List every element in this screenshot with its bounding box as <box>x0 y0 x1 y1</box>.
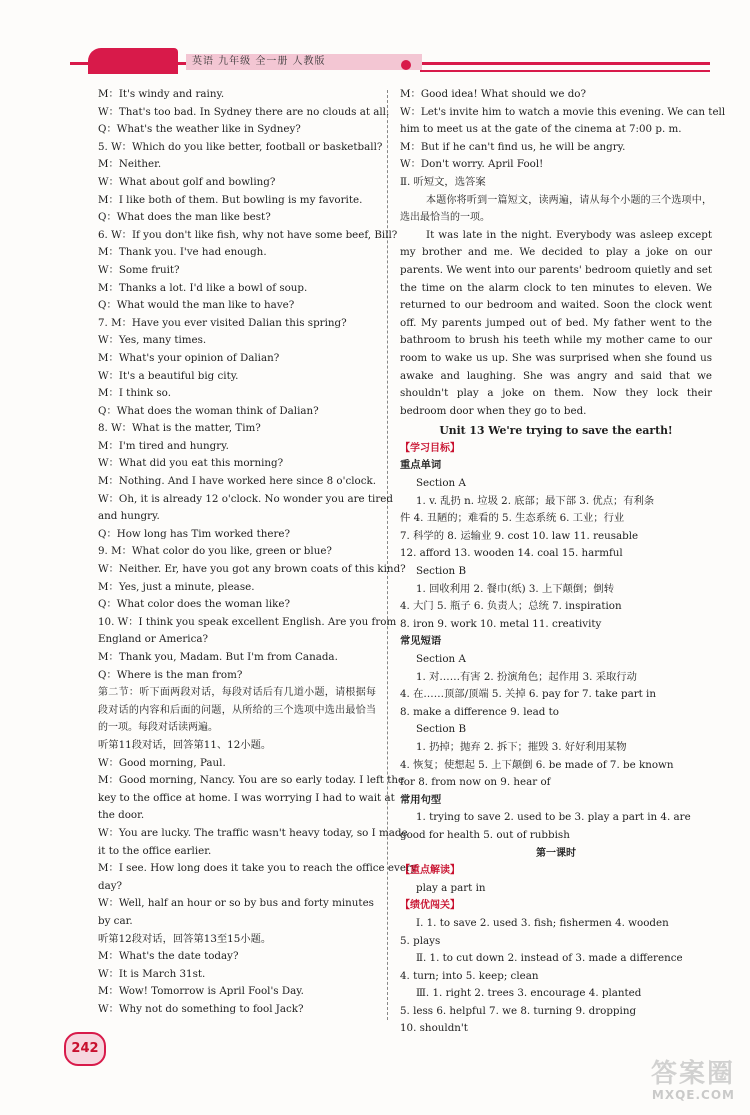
dialogue-line: M：Thank you. I've had enough. <box>98 246 267 259</box>
dialogue-line: W：Neither. Er, have you got any brown coats of this kind? <box>98 563 406 576</box>
dialogue-line: W：Oh, it is already 12 o'clock. No wonder you are tired <box>98 492 393 505</box>
answer-line: 5. less 6. helpful 7. we 8. turning 9. dropping <box>400 1004 637 1017</box>
dialogue-line: W：That's too bad. In Sydney there are no clouds at all. <box>98 105 390 118</box>
dialogue-line: M：What's your opinion of Dalian? <box>98 351 280 364</box>
vocab-line: Section B <box>416 723 467 736</box>
dialogue-line: W：What about golf and bowling? <box>98 175 276 188</box>
header-stripe-lower <box>420 70 710 72</box>
dialogue-line: W：Let's invite him to watch a movie this evening. We can tell <box>400 105 726 118</box>
dialogue-line: W：Why not do something to fool Jack? <box>98 1002 304 1015</box>
right-column <box>400 86 726 1038</box>
vocab-line: 重点单词 <box>400 459 442 472</box>
dialogue-line: M：I like both of them. But bowling is my favorite. <box>98 193 363 206</box>
dialogue-line: Q：What does the man like best? <box>98 211 271 224</box>
dialogue-line: W：Don't worry. April Fool! <box>400 158 544 171</box>
dialogue-line: W：It's a beautiful big city. <box>98 369 239 382</box>
listening-passage: It was late in the night. Everybody was asleep except my brother and me. We decided to play a joke on our parents. We went into our parents' bedroom quietly and set the time on the alarm clock to ten minutes to eleven. We returned to our bedroom and waited. Soon the clock went off. My parents jumped out of bed. My father went to the bathroom to brush his teeth while my mother came to our room to wake us up. She was surprised when she found us awake and laughing. She was angry and said that we shouldn't play a joke on them. Now they lock their bedroom door when they go to bed. <box>400 228 712 417</box>
unit-title: Unit 13 We're trying to save the earth! <box>439 424 673 438</box>
dialogue-line: it to the office earlier. <box>98 844 212 857</box>
listening-instruction: 本题你将听到一篇短文，读两遍，请从每个小题的三个选项中，选出最恰当的一项。 <box>400 194 712 224</box>
dialogue-line: key to the office at home. I was worrying I had to wait at <box>98 791 395 804</box>
dialogue-line: W：Well, half an hour or so by bus and forty minutes <box>98 897 374 910</box>
left-column <box>98 86 417 1018</box>
dialogue-line: M：Neither. <box>98 158 162 171</box>
dialogue-line: M：Good idea! What should we do? <box>400 88 587 100</box>
dialogue-line: W：What did you eat this morning? <box>98 457 284 470</box>
dialogue-line: 听第11段对话，回答第11、12小题。 <box>98 738 272 751</box>
vocab-line: 4. 大门 5. 瓶子 6. 负责人；总统 7. inspiration <box>400 600 622 613</box>
dialogue-line: W：Good morning, Paul. <box>98 756 226 769</box>
dialogue-line: M：It's windy and rainy. <box>98 88 225 100</box>
dialogue-line: M：Thanks a lot. I'd like a bowl of soup. <box>98 281 308 294</box>
vocab-line: 7. 科学的 8. 运输业 9. cost 10. law 11. reusable <box>400 529 639 542</box>
dialogue-line: 6. W：If you don't like fish, why not have some beef, Bill? <box>98 228 398 241</box>
dialogue-line: W：It is March 31st. <box>98 967 206 980</box>
vocab-line: 常见短语 <box>400 635 442 648</box>
dialogue-line: 10. W：I think you speak excellent English. Are you from <box>98 615 397 628</box>
dialogue-line: W：Yes, many times. <box>98 334 207 347</box>
vocab-line: 1. v. 乱扔 n. 垃圾 2. 底部；最下部 3. 优点；有利条 <box>416 494 655 507</box>
tag-key-points: 【重点解读】 <box>400 865 460 877</box>
dialogue-line: the door. <box>98 809 145 822</box>
vocab-line: Section A <box>416 477 466 490</box>
vocab-line: Section A <box>416 653 466 665</box>
answer-line: Ⅰ. 1. to save 2. used 3. fish; fishermen 4. wooden <box>416 916 669 929</box>
dialogue-line: him to meet us at the gate of the cinema at 7:00 p. m. <box>400 123 682 136</box>
vocab-line: 4. 恢复；使想起 5. 上下颠倒 6. be made of 7. be known <box>400 758 674 771</box>
answer-line: Ⅱ. 1. to cut down 2. instead of 3. made a difference <box>416 952 683 965</box>
vocab-line: for 8. from now on 9. hear of <box>400 776 551 789</box>
vocab-line: 1. 回收利用 2. 餐巾(纸) 3. 上下颠倒；倒转 <box>416 582 615 595</box>
vocab-line: 常用句型 <box>400 793 442 806</box>
dialogue-line: M：Wow! Tomorrow is April Fool's Day. <box>98 985 304 998</box>
dialogue-line: M：But if he can't find us, he will be angry. <box>400 140 626 153</box>
answer-line: play a part in <box>416 881 486 894</box>
dialogue-line: 8. W：What is the matter, Tim? <box>98 422 261 435</box>
vocab-line: Section B <box>416 565 467 578</box>
dialogue-line: W：You are lucky. The traffic wasn't heavy today, so I made <box>98 826 408 839</box>
watermark-url: MXQE.COM <box>651 1088 735 1102</box>
watermark-logo: 答案圈 <box>650 1059 735 1089</box>
vocab-line: 件 4. 丑陋的；难看的 5. 生态系统 6. 工业；行业 <box>400 512 625 525</box>
answer-line: 4. turn; into 5. keep; clean <box>400 969 539 982</box>
dialogue-line: Q：What's the weather like in Sydney? <box>98 123 301 136</box>
vocab-line: good for health 5. out of rubbish <box>400 828 570 841</box>
dialogue-line: M：I'm tired and hungry. <box>98 439 229 452</box>
dialogue-line: Q：What does the woman think of Dalian? <box>98 404 319 417</box>
page-number-badge: 242 <box>64 1032 106 1066</box>
dialogue-line: 5. W：Which do you like better, football or basketball? <box>98 140 383 153</box>
vocab-line: 12. afford 13. wooden 14. coal 15. harmful <box>400 547 623 560</box>
vocab-line: 4. 在……顶部/顶端 5. 关掉 6. pay for 7. take part in <box>400 688 656 701</box>
vocab-line: 1. trying to save 2. used to be 3. play a part in 4. are <box>416 811 691 824</box>
answer-line: 10. shouldn't <box>400 1022 468 1035</box>
tag-challenge: 【绩优闯关】 <box>400 900 460 912</box>
vocab-line: 1. 对……有害 2. 扮演角色；起作用 3. 采取行动 <box>416 670 637 683</box>
vocab-line: 1. 扔掉；抛弃 2. 拆下；摧毁 3. 好好利用某物 <box>416 740 627 753</box>
dialogue-line: M：Thank you, Madam. But I'm from Canada. <box>98 651 338 663</box>
dialogue-line: day? <box>98 879 123 892</box>
dialogue-line: 9. M：What color do you like, green or blue? <box>98 545 332 558</box>
vocab-line: 8. make a difference 9. lead to <box>400 705 559 718</box>
book-title: 英语 九年级 全一册 人教版 <box>186 54 422 70</box>
dialogue-line: Q：What would the man like to have? <box>98 299 295 312</box>
dialogue-line: 听第12段对话，回答第13至15小题。 <box>98 932 272 945</box>
dialogue-line: Q：Where is the man from? <box>98 668 243 681</box>
dialogue-line: M：What's the date today? <box>98 950 239 963</box>
dialogue-line: W：Some fruit? <box>98 263 180 276</box>
answer-line: 5. plays <box>400 934 441 947</box>
dialogue-line: 7. M：Have you ever visited Dalian this spring? <box>98 316 347 329</box>
header-tab <box>88 48 178 74</box>
dialogue-line: Ⅱ. 听短文，选答案 <box>400 175 486 188</box>
dialogue-line: M：Nothing. And I have worked here since 8 o'clock. <box>98 475 376 488</box>
dialogue-line: and hungry. <box>98 510 160 523</box>
header-dot-icon <box>401 60 411 70</box>
dialogue-line: M：I think so. <box>98 387 171 400</box>
dialogue-line: M：Good morning, Nancy. You are so early today. I left the <box>98 774 405 787</box>
dialogue-line: M：Yes, just a minute, please. <box>98 580 255 593</box>
vocab-line: 8. iron 9. work 10. metal 11. creativity <box>400 617 602 630</box>
dialogue-line: by car. <box>98 914 133 927</box>
dialogue-line: Q：How long has Tim worked there? <box>98 527 291 540</box>
section-instruction: 第二节：听下面两段对话，每段对话后有几道小题，请根据每段对话的内容和后面的问题，从所给的三个选项中选出最恰当的一项。每段对话读两遍。 <box>98 687 376 734</box>
watermark <box>585 1060 735 1106</box>
dialogue-line: Q：What color does the woman like? <box>98 598 290 611</box>
lesson-title: 第一课时 <box>536 847 576 859</box>
tag-learning-goals: 【学习目标】 <box>400 442 460 454</box>
page-header <box>0 40 750 90</box>
dialogue-line: England or America? <box>98 633 208 646</box>
answer-line: Ⅲ. 1. right 2. trees 3. encourage 4. planted <box>416 987 642 1000</box>
dialogue-line: M：I see. How long does it take you to reach the office every <box>98 862 417 875</box>
